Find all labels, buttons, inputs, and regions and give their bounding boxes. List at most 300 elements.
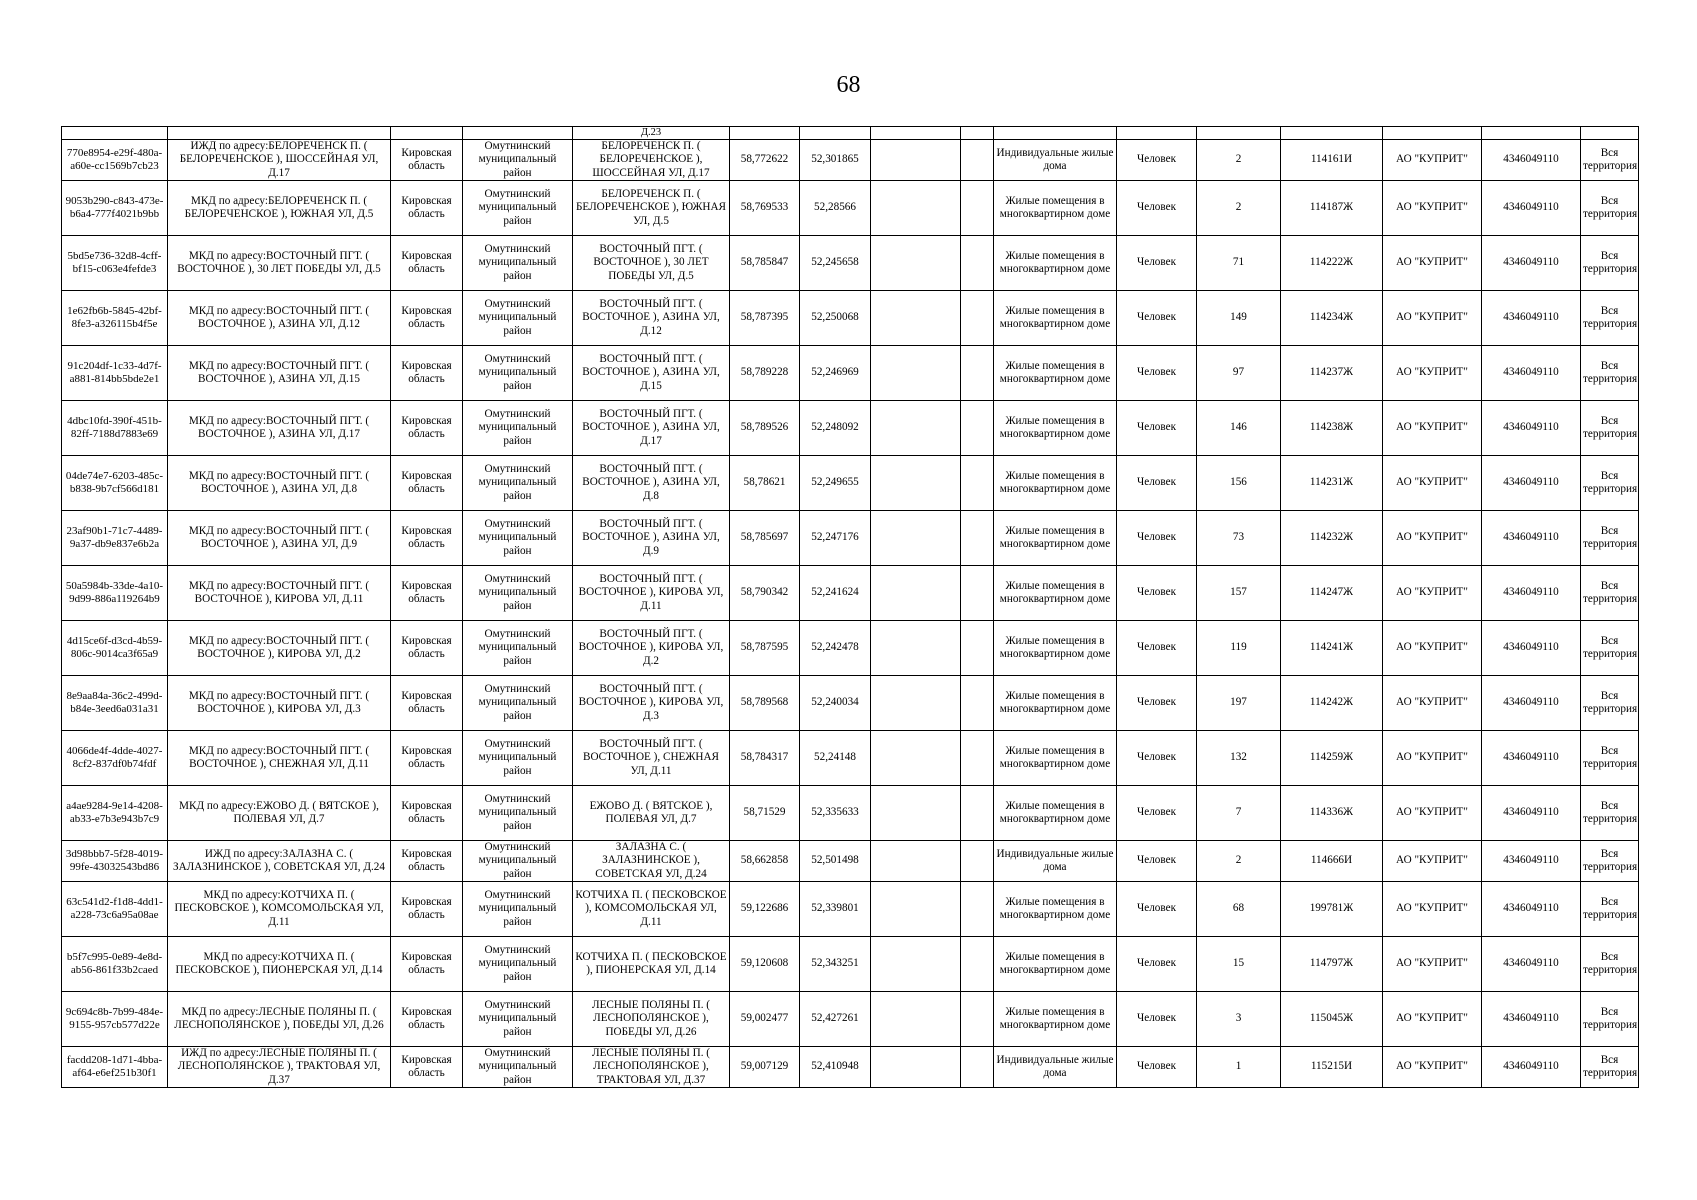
- latitude-cell: 58,789568: [730, 676, 800, 731]
- id-cell: 4d15ce6f-d3cd-4b59-806c-9014ca3f65a9: [62, 621, 168, 676]
- district-cell: Омутнинский муниципальный район: [463, 346, 573, 401]
- longitude-cell: 52,335633: [800, 786, 871, 841]
- organization-cell: АО "КУПРИТ": [1383, 841, 1482, 882]
- housing-category-cell: Жилые помещения в многоквартирном доме: [994, 786, 1117, 841]
- district-cell: Омутнинский муниципальный район: [463, 786, 573, 841]
- housing-category-cell: Жилые помещения в многоквартирном доме: [994, 566, 1117, 621]
- district-cell: Омутнинский муниципальный район: [463, 511, 573, 566]
- organization-cell: АО "КУПРИТ": [1383, 882, 1482, 937]
- organization-cell: АО "КУПРИТ": [1383, 786, 1482, 841]
- housing-category-cell: Жилые помещения в многоквартирном доме: [994, 937, 1117, 992]
- territory-cell: Вся территория: [1581, 456, 1639, 511]
- object-description-cell: МКД по адресу:БЕЛОРЕЧЕНСК П. ( БЕЛОРЕЧЕНСКОЕ ), ЮЖНАЯ УЛ, Д.5: [168, 181, 391, 236]
- housing-category-cell: Жилые помещения в многоквартирном доме: [994, 456, 1117, 511]
- id-cell: 04de74e7-6203-485c-b838-9b7cf566d181: [62, 456, 168, 511]
- count-cell: 2: [1197, 841, 1281, 882]
- address-cell: БЕЛОРЕЧЕНСК П. ( БЕЛОРЕЧЕНСКОЕ ), ЮЖНАЯ УЛ, Д.5: [573, 181, 730, 236]
- unit-cell: Человек: [1117, 621, 1197, 676]
- object-description-cell: МКД по адресу:ЛЕСНЫЕ ПОЛЯНЫ П. ( ЛЕСНОПОЛЯНСКОЕ ), ПОБЕДЫ УЛ, Д.26: [168, 992, 391, 1047]
- code-cell: 114336Ж: [1281, 786, 1383, 841]
- empty-cell: [961, 511, 994, 566]
- empty-cell: [871, 291, 961, 346]
- territory-cell: Вся территория: [1581, 621, 1639, 676]
- empty-cell: [871, 511, 961, 566]
- code-cell: 114237Ж: [1281, 346, 1383, 401]
- empty-cell: [871, 140, 961, 181]
- code-cell: 114222Ж: [1281, 236, 1383, 291]
- inn-cell: 4346049110: [1482, 731, 1581, 786]
- page-number: 68: [836, 72, 861, 98]
- unit-cell: Человек: [1117, 1047, 1197, 1088]
- territory-cell: Вся территория: [1581, 731, 1639, 786]
- empty-cell: [961, 937, 994, 992]
- latitude-cell: 59,120608: [730, 937, 800, 992]
- count-cell: 157: [1197, 566, 1281, 621]
- table-row: [62, 236, 1639, 291]
- object-description-cell: МКД по адресу:КОТЧИХА П. ( ПЕСКОВСКОЕ ), ПИОНЕРСКАЯ УЛ, Д.14: [168, 937, 391, 992]
- organization-cell: АО "КУПРИТ": [1383, 566, 1482, 621]
- count-cell: 132: [1197, 731, 1281, 786]
- table-cell: [1581, 127, 1639, 140]
- housing-category-cell: Индивидуальные жилые дома: [994, 140, 1117, 181]
- organization-cell: АО "КУПРИТ": [1383, 291, 1482, 346]
- code-cell: 114234Ж: [1281, 291, 1383, 346]
- address-cell: КОТЧИХА П. ( ПЕСКОВСКОЕ ), ПИОНЕРСКАЯ УЛ, Д.14: [573, 937, 730, 992]
- table-cell: [62, 127, 168, 140]
- housing-category-cell: Жилые помещения в многоквартирном доме: [994, 511, 1117, 566]
- object-description-cell: МКД по адресу:ВОСТОЧНЫЙ ПГТ. ( ВОСТОЧНОЕ ), КИРОВА УЛ, Д.3: [168, 676, 391, 731]
- id-cell: 50a5984b-33de-4a10-9d99-886a119264b9: [62, 566, 168, 621]
- unit-cell: Человек: [1117, 937, 1197, 992]
- longitude-cell: 52,246969: [800, 346, 871, 401]
- longitude-cell: 52,427261: [800, 992, 871, 1047]
- empty-cell: [961, 181, 994, 236]
- longitude-cell: 52,247176: [800, 511, 871, 566]
- id-cell: b5f7c995-0e89-4e8d-ab56-861f33b2caed: [62, 937, 168, 992]
- empty-cell: [961, 992, 994, 1047]
- inn-cell: 4346049110: [1482, 621, 1581, 676]
- unit-cell: Человек: [1117, 882, 1197, 937]
- continuation-row: [62, 127, 1639, 140]
- table-row: [62, 401, 1639, 456]
- housing-category-cell: Жилые помещения в многоквартирном доме: [994, 346, 1117, 401]
- address-cell: ЛЕСНЫЕ ПОЛЯНЫ П. ( ЛЕСНОПОЛЯНСКОЕ ), ТРАКТОВАЯ УЛ, Д.37: [573, 1047, 730, 1088]
- organization-cell: АО "КУПРИТ": [1383, 731, 1482, 786]
- district-cell: Омутнинский муниципальный район: [463, 937, 573, 992]
- empty-cell: [871, 882, 961, 937]
- longitude-cell: 52,245658: [800, 236, 871, 291]
- address-cell: ЕЖОВО Д. ( ВЯТСКОЕ ), ПОЛЕВАЯ УЛ, Д.7: [573, 786, 730, 841]
- unit-cell: Человек: [1117, 346, 1197, 401]
- longitude-cell: 52,301865: [800, 140, 871, 181]
- organization-cell: АО "КУПРИТ": [1383, 676, 1482, 731]
- table-cell: [961, 127, 994, 140]
- organization-cell: АО "КУПРИТ": [1383, 456, 1482, 511]
- unit-cell: Человек: [1117, 291, 1197, 346]
- code-cell: 114797Ж: [1281, 937, 1383, 992]
- code-cell: 114232Ж: [1281, 511, 1383, 566]
- district-cell: Омутнинский муниципальный район: [463, 236, 573, 291]
- object-description-cell: МКД по адресу:КОТЧИХА П. ( ПЕСКОВСКОЕ ), КОМСОМОЛЬСКАЯ УЛ, Д.11: [168, 882, 391, 937]
- count-cell: 68: [1197, 882, 1281, 937]
- latitude-cell: 58,78621: [730, 456, 800, 511]
- empty-cell: [961, 566, 994, 621]
- longitude-cell: 52,339801: [800, 882, 871, 937]
- empty-cell: [871, 401, 961, 456]
- district-cell: Омутнинский муниципальный район: [463, 181, 573, 236]
- housing-category-cell: Жилые помещения в многоквартирном доме: [994, 621, 1117, 676]
- table-row: [62, 181, 1639, 236]
- empty-cell: [871, 786, 961, 841]
- object-description-cell: МКД по адресу:ВОСТОЧНЫЙ ПГТ. ( ВОСТОЧНОЕ ), 30 ЛЕТ ПОБЕДЫ УЛ, Д.5: [168, 236, 391, 291]
- code-cell: 114161И: [1281, 140, 1383, 181]
- count-cell: 197: [1197, 676, 1281, 731]
- table-cell: [463, 127, 573, 140]
- organization-cell: АО "КУПРИТ": [1383, 236, 1482, 291]
- latitude-cell: 58,785697: [730, 511, 800, 566]
- unit-cell: Человек: [1117, 566, 1197, 621]
- district-cell: Омутнинский муниципальный район: [463, 992, 573, 1047]
- address-cell: ВОСТОЧНЫЙ ПГТ. ( ВОСТОЧНОЕ ), КИРОВА УЛ, Д.3: [573, 676, 730, 731]
- code-cell: 114238Ж: [1281, 401, 1383, 456]
- empty-cell: [871, 236, 961, 291]
- territory-cell: Вся территория: [1581, 937, 1639, 992]
- id-cell: 63c541d2-f1d8-4dd1-a228-73c6a95a08ae: [62, 882, 168, 937]
- address-cell: ЛЕСНЫЕ ПОЛЯНЫ П. ( ЛЕСНОПОЛЯНСКОЕ ), ПОБЕДЫ УЛ, Д.26: [573, 992, 730, 1047]
- latitude-cell: 59,002477: [730, 992, 800, 1047]
- district-cell: Омутнинский муниципальный район: [463, 456, 573, 511]
- count-cell: 3: [1197, 992, 1281, 1047]
- code-cell: 114666И: [1281, 841, 1383, 882]
- region-cell: Кировская область: [391, 401, 463, 456]
- inn-cell: 4346049110: [1482, 181, 1581, 236]
- housing-category-cell: Жилые помещения в многоквартирном доме: [994, 291, 1117, 346]
- id-cell: 3d98bbb7-5f28-4019-99fe-43032543bd86: [62, 841, 168, 882]
- territory-cell: Вся территория: [1581, 992, 1639, 1047]
- address-cell: ВОСТОЧНЫЙ ПГТ. ( ВОСТОЧНОЕ ), АЗИНА УЛ, Д.9: [573, 511, 730, 566]
- latitude-cell: 58,785847: [730, 236, 800, 291]
- empty-cell: [961, 1047, 994, 1088]
- district-cell: Омутнинский муниципальный район: [463, 566, 573, 621]
- empty-cell: [961, 731, 994, 786]
- region-cell: Кировская область: [391, 346, 463, 401]
- table-row: [62, 731, 1639, 786]
- empty-cell: [961, 882, 994, 937]
- empty-cell: [871, 456, 961, 511]
- region-cell: Кировская область: [391, 937, 463, 992]
- organization-cell: АО "КУПРИТ": [1383, 621, 1482, 676]
- latitude-cell: 58,71529: [730, 786, 800, 841]
- longitude-cell: 52,250068: [800, 291, 871, 346]
- organization-cell: АО "КУПРИТ": [1383, 401, 1482, 456]
- latitude-cell: 58,790342: [730, 566, 800, 621]
- address-cell: ВОСТОЧНЫЙ ПГТ. ( ВОСТОЧНОЕ ), АЗИНА УЛ, Д.17: [573, 401, 730, 456]
- inn-cell: 4346049110: [1482, 291, 1581, 346]
- unit-cell: Человек: [1117, 511, 1197, 566]
- count-cell: 146: [1197, 401, 1281, 456]
- table-row: [62, 1047, 1639, 1088]
- address-cell: ВОСТОЧНЫЙ ПГТ. ( ВОСТОЧНОЕ ), АЗИНА УЛ, Д.15: [573, 346, 730, 401]
- table-row: [62, 937, 1639, 992]
- district-cell: Омутнинский муниципальный район: [463, 401, 573, 456]
- count-cell: 2: [1197, 140, 1281, 181]
- id-cell: 1e62fb6b-5845-42bf-8fe3-a326115b4f5e: [62, 291, 168, 346]
- longitude-cell: 52,24148: [800, 731, 871, 786]
- code-cell: 115215И: [1281, 1047, 1383, 1088]
- count-cell: 156: [1197, 456, 1281, 511]
- count-cell: 71: [1197, 236, 1281, 291]
- continuation-address-cell: Д.23: [573, 127, 730, 140]
- district-cell: Омутнинский муниципальный район: [463, 1047, 573, 1088]
- empty-cell: [871, 992, 961, 1047]
- housing-category-cell: Жилые помещения в многоквартирном доме: [994, 401, 1117, 456]
- organization-cell: АО "КУПРИТ": [1383, 511, 1482, 566]
- code-cell: 114187Ж: [1281, 181, 1383, 236]
- object-description-cell: МКД по адресу:ВОСТОЧНЫЙ ПГТ. ( ВОСТОЧНОЕ ), КИРОВА УЛ, Д.11: [168, 566, 391, 621]
- empty-cell: [871, 621, 961, 676]
- region-cell: Кировская область: [391, 140, 463, 181]
- id-cell: a4ae9284-9e14-4208-ab33-e7b3e943b7c9: [62, 786, 168, 841]
- code-cell: 114241Ж: [1281, 621, 1383, 676]
- territory-cell: Вся территория: [1581, 346, 1639, 401]
- empty-cell: [961, 140, 994, 181]
- latitude-cell: 58,787595: [730, 621, 800, 676]
- empty-cell: [871, 731, 961, 786]
- unit-cell: Человек: [1117, 841, 1197, 882]
- territory-cell: Вся территория: [1581, 841, 1639, 882]
- address-cell: ВОСТОЧНЫЙ ПГТ. ( ВОСТОЧНОЕ ), АЗИНА УЛ, Д.8: [573, 456, 730, 511]
- territory-cell: Вся территория: [1581, 401, 1639, 456]
- region-cell: Кировская область: [391, 841, 463, 882]
- address-cell: ВОСТОЧНЫЙ ПГТ. ( ВОСТОЧНОЕ ), 30 ЛЕТ ПОБЕДЫ УЛ, Д.5: [573, 236, 730, 291]
- id-cell: 5bd5e736-32d8-4cff-bf15-c063e4fefde3: [62, 236, 168, 291]
- region-cell: Кировская область: [391, 456, 463, 511]
- id-cell: 8e9aa84a-36c2-499d-b84e-3eed6a031a31: [62, 676, 168, 731]
- territory-cell: Вся территория: [1581, 291, 1639, 346]
- latitude-cell: 58,784317: [730, 731, 800, 786]
- territory-cell: Вся территория: [1581, 181, 1639, 236]
- table-row: [62, 676, 1639, 731]
- empty-cell: [871, 1047, 961, 1088]
- territory-cell: Вся территория: [1581, 882, 1639, 937]
- region-cell: Кировская область: [391, 1047, 463, 1088]
- address-cell: БЕЛОРЕЧЕНСК П. ( БЕЛОРЕЧЕНСКОЕ ), ШОССЕЙНАЯ УЛ, Д.17: [573, 140, 730, 181]
- longitude-cell: 52,501498: [800, 841, 871, 882]
- empty-cell: [961, 676, 994, 731]
- latitude-cell: 58,662858: [730, 841, 800, 882]
- district-cell: Омутнинский муниципальный район: [463, 841, 573, 882]
- region-cell: Кировская область: [391, 511, 463, 566]
- territory-cell: Вся территория: [1581, 236, 1639, 291]
- table-row: [62, 511, 1639, 566]
- table-cell: [1383, 127, 1482, 140]
- table-cell: [391, 127, 463, 140]
- id-cell: facdd208-1d71-4bba-af64-e6ef251b30f1: [62, 1047, 168, 1088]
- code-cell: 114247Ж: [1281, 566, 1383, 621]
- empty-cell: [871, 566, 961, 621]
- region-cell: Кировская область: [391, 181, 463, 236]
- count-cell: 15: [1197, 937, 1281, 992]
- region-cell: Кировская область: [391, 882, 463, 937]
- inn-cell: 4346049110: [1482, 882, 1581, 937]
- region-cell: Кировская область: [391, 676, 463, 731]
- object-description-cell: МКД по адресу:ВОСТОЧНЫЙ ПГТ. ( ВОСТОЧНОЕ ), АЗИНА УЛ, Д.9: [168, 511, 391, 566]
- empty-cell: [961, 401, 994, 456]
- unit-cell: Человек: [1117, 456, 1197, 511]
- table-cell: [871, 127, 961, 140]
- territory-cell: Вся территория: [1581, 566, 1639, 621]
- empty-cell: [961, 236, 994, 291]
- latitude-cell: 58,789526: [730, 401, 800, 456]
- longitude-cell: 52,242478: [800, 621, 871, 676]
- code-cell: 199781Ж: [1281, 882, 1383, 937]
- table-cell: [1482, 127, 1581, 140]
- latitude-cell: 58,772622: [730, 140, 800, 181]
- id-cell: 91c204df-1c33-4d7f-a881-814bb5bde2e1: [62, 346, 168, 401]
- empty-cell: [871, 937, 961, 992]
- housing-category-cell: Индивидуальные жилые дома: [994, 1047, 1117, 1088]
- inn-cell: 4346049110: [1482, 992, 1581, 1047]
- inn-cell: 4346049110: [1482, 401, 1581, 456]
- inn-cell: 4346049110: [1482, 676, 1581, 731]
- unit-cell: Человек: [1117, 731, 1197, 786]
- region-cell: Кировская область: [391, 291, 463, 346]
- unit-cell: Человек: [1117, 676, 1197, 731]
- region-cell: Кировская область: [391, 236, 463, 291]
- region-cell: Кировская область: [391, 786, 463, 841]
- district-cell: Омутнинский муниципальный район: [463, 676, 573, 731]
- table-row: [62, 621, 1639, 676]
- empty-cell: [871, 841, 961, 882]
- empty-cell: [871, 676, 961, 731]
- address-cell: ВОСТОЧНЫЙ ПГТ. ( ВОСТОЧНОЕ ), КИРОВА УЛ, Д.11: [573, 566, 730, 621]
- count-cell: 7: [1197, 786, 1281, 841]
- longitude-cell: 52,241624: [800, 566, 871, 621]
- housing-category-cell: Жилые помещения в многоквартирном доме: [994, 882, 1117, 937]
- address-cell: ВОСТОЧНЫЙ ПГТ. ( ВОСТОЧНОЕ ), КИРОВА УЛ, Д.2: [573, 621, 730, 676]
- count-cell: 73: [1197, 511, 1281, 566]
- organization-cell: АО "КУПРИТ": [1383, 937, 1482, 992]
- longitude-cell: 52,28566: [800, 181, 871, 236]
- object-description-cell: ИЖД по адресу:ЗАЛАЗНА С. ( ЗАЛАЗНИНСКОЕ ), СОВЕТСКАЯ УЛ, Д.24: [168, 841, 391, 882]
- code-cell: 115045Ж: [1281, 992, 1383, 1047]
- latitude-cell: 58,769533: [730, 181, 800, 236]
- organization-cell: АО "КУПРИТ": [1383, 992, 1482, 1047]
- table-cell: [1281, 127, 1383, 140]
- inn-cell: 4346049110: [1482, 456, 1581, 511]
- table-row: [62, 786, 1639, 841]
- table-cell: [800, 127, 871, 140]
- table-cell: [1197, 127, 1281, 140]
- registry-table: [61, 126, 1639, 1088]
- registry-table-container: [61, 126, 1638, 1088]
- table-row: [62, 140, 1639, 181]
- inn-cell: 4346049110: [1482, 1047, 1581, 1088]
- territory-cell: Вся территория: [1581, 140, 1639, 181]
- empty-cell: [961, 841, 994, 882]
- empty-cell: [961, 346, 994, 401]
- unit-cell: Человек: [1117, 181, 1197, 236]
- district-cell: Омутнинский муниципальный район: [463, 140, 573, 181]
- object-description-cell: МКД по адресу:ВОСТОЧНЫЙ ПГТ. ( ВОСТОЧНОЕ ), АЗИНА УЛ, Д.15: [168, 346, 391, 401]
- territory-cell: Вся территория: [1581, 511, 1639, 566]
- inn-cell: 4346049110: [1482, 786, 1581, 841]
- unit-cell: Человек: [1117, 140, 1197, 181]
- count-cell: 2: [1197, 181, 1281, 236]
- object-description-cell: МКД по адресу:ЕЖОВО Д. ( ВЯТСКОЕ ), ПОЛЕВАЯ УЛ, Д.7: [168, 786, 391, 841]
- unit-cell: Человек: [1117, 401, 1197, 456]
- inn-cell: 4346049110: [1482, 236, 1581, 291]
- object-description-cell: ИЖД по адресу:ЛЕСНЫЕ ПОЛЯНЫ П. ( ЛЕСНОПОЛЯНСКОЕ ), ТРАКТОВАЯ УЛ, Д.37: [168, 1047, 391, 1088]
- housing-category-cell: Жилые помещения в многоквартирном доме: [994, 236, 1117, 291]
- housing-category-cell: Жилые помещения в многоквартирном доме: [994, 992, 1117, 1047]
- housing-category-cell: Индивидуальные жилые дома: [994, 841, 1117, 882]
- inn-cell: 4346049110: [1482, 346, 1581, 401]
- id-cell: 9053b290-c843-473e-b6a4-777f4021b9bb: [62, 181, 168, 236]
- territory-cell: Вся территория: [1581, 786, 1639, 841]
- table-cell: [994, 127, 1117, 140]
- id-cell: 770e8954-e29f-480a-a60e-cc1569b7cb23: [62, 140, 168, 181]
- organization-cell: АО "КУПРИТ": [1383, 140, 1482, 181]
- table-row: [62, 882, 1639, 937]
- region-cell: Кировская область: [391, 566, 463, 621]
- address-cell: КОТЧИХА П. ( ПЕСКОВСКОЕ ), КОМСОМОЛЬСКАЯ УЛ, Д.11: [573, 882, 730, 937]
- object-description-cell: МКД по адресу:ВОСТОЧНЫЙ ПГТ. ( ВОСТОЧНОЕ ), АЗИНА УЛ, Д.17: [168, 401, 391, 456]
- housing-category-cell: Жилые помещения в многоквартирном доме: [994, 676, 1117, 731]
- id-cell: 9c694c8b-7b99-484e-9155-957cb577d22e: [62, 992, 168, 1047]
- address-cell: ЗАЛАЗНА С. ( ЗАЛАЗНИНСКОЕ ), СОВЕТСКАЯ УЛ, Д.24: [573, 841, 730, 882]
- inn-cell: 4346049110: [1482, 566, 1581, 621]
- empty-cell: [961, 621, 994, 676]
- latitude-cell: 58,787395: [730, 291, 800, 346]
- housing-category-cell: Жилые помещения в многоквартирном доме: [994, 731, 1117, 786]
- code-cell: 114231Ж: [1281, 456, 1383, 511]
- table-row: [62, 346, 1639, 401]
- organization-cell: АО "КУПРИТ": [1383, 346, 1482, 401]
- count-cell: 149: [1197, 291, 1281, 346]
- empty-cell: [961, 456, 994, 511]
- object-description-cell: МКД по адресу:ВОСТОЧНЫЙ ПГТ. ( ВОСТОЧНОЕ ), КИРОВА УЛ, Д.2: [168, 621, 391, 676]
- table-cell: [168, 127, 391, 140]
- table-row: [62, 566, 1639, 621]
- empty-cell: [871, 181, 961, 236]
- object-description-cell: МКД по адресу:ВОСТОЧНЫЙ ПГТ. ( ВОСТОЧНОЕ ), АЗИНА УЛ, Д.8: [168, 456, 391, 511]
- table-cell: [1117, 127, 1197, 140]
- latitude-cell: 59,007129: [730, 1047, 800, 1088]
- inn-cell: 4346049110: [1482, 511, 1581, 566]
- longitude-cell: 52,240034: [800, 676, 871, 731]
- address-cell: ВОСТОЧНЫЙ ПГТ. ( ВОСТОЧНОЕ ), СНЕЖНАЯ УЛ, Д.11: [573, 731, 730, 786]
- table-row: [62, 841, 1639, 882]
- object-description-cell: ИЖД по адресу:БЕЛОРЕЧЕНСК П. ( БЕЛОРЕЧЕНСКОЕ ), ШОССЕЙНАЯ УЛ, Д.17: [168, 140, 391, 181]
- longitude-cell: 52,343251: [800, 937, 871, 992]
- code-cell: 114259Ж: [1281, 731, 1383, 786]
- longitude-cell: 52,249655: [800, 456, 871, 511]
- object-description-cell: МКД по адресу:ВОСТОЧНЫЙ ПГТ. ( ВОСТОЧНОЕ ), СНЕЖНАЯ УЛ, Д.11: [168, 731, 391, 786]
- latitude-cell: 59,122686: [730, 882, 800, 937]
- housing-category-cell: Жилые помещения в многоквартирном доме: [994, 181, 1117, 236]
- organization-cell: АО "КУПРИТ": [1383, 181, 1482, 236]
- table-row: [62, 291, 1639, 346]
- id-cell: 4066de4f-4dde-4027-8cf2-837df0b74fdf: [62, 731, 168, 786]
- inn-cell: 4346049110: [1482, 140, 1581, 181]
- district-cell: Омутнинский муниципальный район: [463, 291, 573, 346]
- district-cell: Омутнинский муниципальный район: [463, 621, 573, 676]
- district-cell: Омутнинский муниципальный район: [463, 882, 573, 937]
- inn-cell: 4346049110: [1482, 937, 1581, 992]
- inn-cell: 4346049110: [1482, 841, 1581, 882]
- id-cell: 23af90b1-71c7-4489-9a37-db9e837e6b2a: [62, 511, 168, 566]
